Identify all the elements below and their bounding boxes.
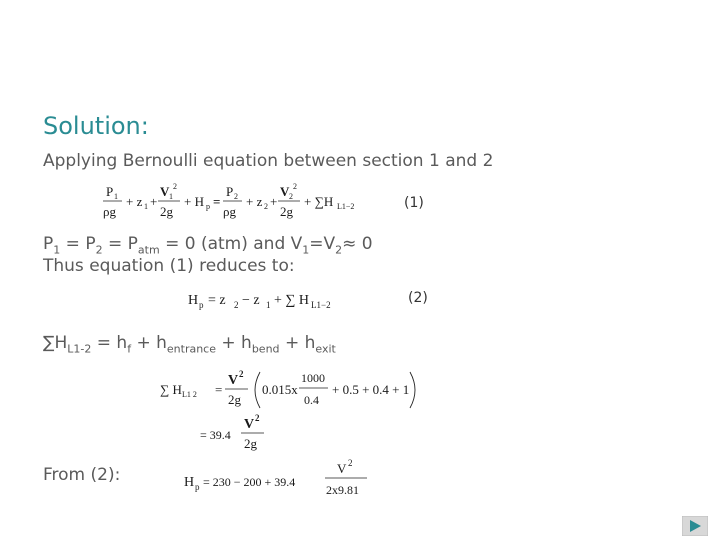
svg-text:+ ∑H: + ∑H: [304, 194, 334, 209]
headloss-equation: [158, 366, 428, 414]
svg-text:+ H: + H: [184, 194, 204, 209]
svg-text:+ ∑ H: + ∑ H: [274, 293, 309, 308]
svg-text:= z: = z: [208, 293, 226, 308]
svg-text:2: 2: [264, 202, 268, 211]
svg-text:p: p: [195, 482, 200, 492]
svg-text:+ 0.5 + 0.4 + 1: + 0.5 + 0.4 + 1: [332, 382, 410, 397]
svg-text:2g: 2g: [160, 204, 173, 219]
svg-text:1: 1: [114, 192, 118, 201]
svg-text:= 230 − 200 + 39.4: = 230 − 200 + 39.4: [203, 475, 296, 489]
svg-text:V: V: [337, 461, 347, 476]
svg-text:∑ H: ∑ H: [160, 382, 182, 397]
headloss-result-equation: [198, 412, 278, 458]
svg-text:+: +: [270, 194, 278, 209]
svg-text:P: P: [106, 184, 114, 199]
svg-text:V: V: [228, 373, 239, 388]
svg-text:L1 2: L1 2: [182, 390, 197, 399]
play-icon: [682, 516, 708, 536]
svg-text:p: p: [199, 300, 204, 310]
intro-text: Applying Bernoulli equation between section 1 and 2: [43, 151, 494, 171]
svg-text:1: 1: [144, 202, 148, 211]
svg-text:1: 1: [266, 300, 271, 310]
svg-text:2: 2: [234, 192, 238, 201]
from-text: From (2):: [43, 465, 121, 485]
svg-text:2: 2: [348, 458, 353, 468]
svg-text:2: 2: [234, 300, 239, 310]
svg-text:2: 2: [239, 369, 244, 379]
pump-head-equation: [186, 286, 356, 316]
bernoulli-equation: [100, 180, 380, 224]
headloss-text: $\sum H_{L1-2} = h_f + h_{entrance} + h_{bend} + h_{exit}$: [43, 333, 336, 356]
svg-text:p: p: [206, 202, 210, 211]
svg-text:= 39.4: = 39.4: [200, 428, 231, 442]
svg-text:ρg: ρg: [103, 204, 116, 219]
svg-text:0.4: 0.4: [304, 393, 319, 407]
next-slide-button[interactable]: [682, 516, 708, 536]
slide-title: Solution:: [43, 112, 149, 140]
svg-text:− z: − z: [242, 293, 260, 308]
svg-text:2x9.81: 2x9.81: [326, 483, 359, 497]
svg-text:2: 2: [289, 192, 293, 201]
svg-text:=: =: [213, 194, 221, 209]
svg-text:L1−2: L1−2: [311, 300, 331, 310]
svg-text:2g: 2g: [228, 392, 241, 407]
svg-text:L1−2: L1−2: [337, 202, 355, 211]
svg-text:+ z: + z: [246, 194, 263, 209]
svg-text:ρg: ρg: [223, 204, 236, 219]
equation-2-label: (2): [408, 290, 428, 306]
svg-text:2: 2: [173, 182, 177, 191]
reduces-text: Thus equation (1) reduces to:: [43, 256, 295, 276]
svg-text:=: =: [215, 382, 223, 397]
conditions-text: $P_1 = P_2 = P_{atm} = 0$ (atm) and $V_1=V_2\approx 0$: [43, 234, 373, 257]
svg-text:V: V: [280, 184, 290, 199]
svg-text:V: V: [244, 417, 255, 432]
svg-text:H: H: [184, 475, 195, 490]
pump-head-result-equation: [182, 456, 382, 504]
svg-text:2g: 2g: [244, 436, 257, 451]
svg-text:1000: 1000: [301, 371, 325, 385]
svg-text:2: 2: [255, 413, 260, 423]
svg-text:P: P: [226, 184, 234, 199]
svg-text:+ z: + z: [126, 194, 143, 209]
svg-text:H: H: [188, 293, 199, 308]
svg-text:1: 1: [169, 192, 173, 201]
svg-text:2: 2: [293, 182, 297, 191]
svg-text:V: V: [160, 184, 170, 199]
svg-text:0.015x: 0.015x: [262, 382, 298, 397]
svg-text:2g: 2g: [280, 204, 293, 219]
svg-text:+: +: [150, 194, 158, 209]
equation-1-label: (1): [404, 195, 424, 211]
